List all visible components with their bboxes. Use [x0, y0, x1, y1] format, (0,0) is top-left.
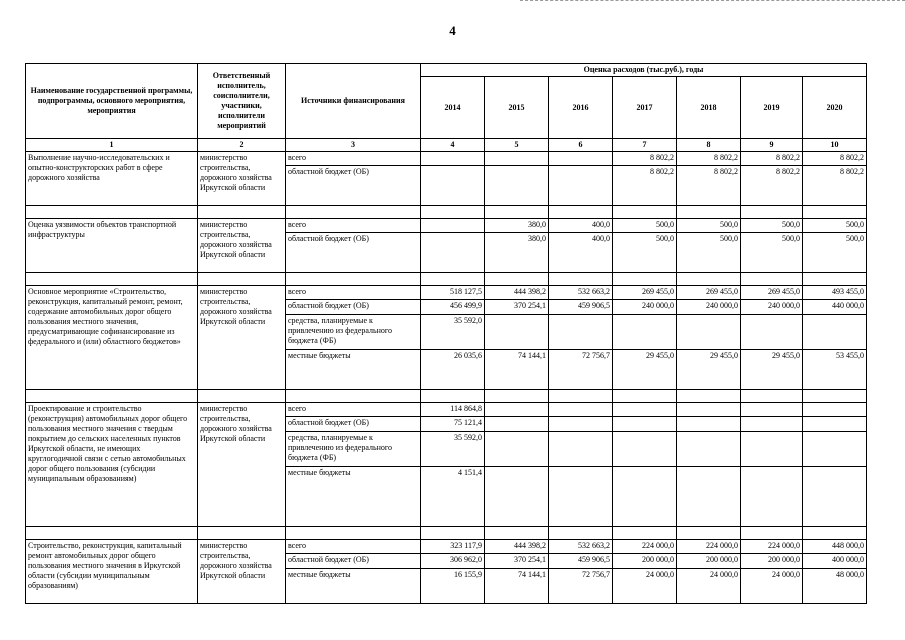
cost-value: 400,0 — [549, 219, 613, 233]
cost-value — [741, 403, 803, 417]
cost-value — [613, 403, 677, 417]
measure-executor: министерство строительства, дорожного хозяйства Иркутской области — [198, 219, 286, 273]
cost-value — [803, 403, 867, 417]
gap-cell — [677, 273, 741, 286]
cost-value — [485, 152, 549, 166]
cost-value: 500,0 — [613, 219, 677, 233]
gap-cell — [613, 527, 677, 540]
gap-cell — [741, 273, 803, 286]
cost-value: 16 155,9 — [421, 569, 485, 604]
cost-value: 35 592,0 — [421, 315, 485, 350]
cost-value — [421, 233, 485, 273]
cost-value: 4 151,4 — [421, 467, 485, 527]
cost-value: 500,0 — [741, 219, 803, 233]
cost-value: 29 455,0 — [613, 350, 677, 390]
cost-value: 500,0 — [803, 219, 867, 233]
cost-value: 8 802,2 — [741, 166, 803, 206]
cost-value: 35 592,0 — [421, 432, 485, 467]
cost-value: 24 000,0 — [677, 569, 741, 604]
gap-cell — [741, 390, 803, 403]
cost-value — [613, 315, 677, 350]
gap-cell — [286, 527, 421, 540]
gap-cell — [677, 390, 741, 403]
header-executor: Ответственный исполнитель, соисполнители, участники, исполнители мероприятий — [198, 64, 286, 139]
cost-value — [613, 432, 677, 467]
table-row — [26, 403, 867, 417]
measure-executor: министерство строительства, дорожного хозяйства Иркутской области — [198, 286, 286, 390]
cost-value: 456 499,9 — [421, 300, 485, 315]
year-header: 2020 — [803, 77, 867, 139]
gap-cell — [198, 273, 286, 286]
gap-cell — [549, 206, 613, 219]
gap-cell — [26, 206, 198, 219]
cost-value: 24 000,0 — [741, 569, 803, 604]
cost-value: 114 864,8 — [421, 403, 485, 417]
gap-cell — [198, 206, 286, 219]
row-gap — [26, 390, 867, 403]
cost-value: 8 802,2 — [803, 166, 867, 206]
year-header: 2015 — [485, 77, 549, 139]
cost-value — [485, 166, 549, 206]
page-number: 4 — [449, 23, 456, 38]
cost-value — [421, 166, 485, 206]
cost-value: 500,0 — [677, 219, 741, 233]
cost-value: 459 906,5 — [549, 300, 613, 315]
cost-value — [549, 467, 613, 527]
funding-source: средства, планируемые к привлечению из федерального бюджета (ФБ) — [286, 315, 421, 350]
column-number: 4 — [421, 139, 485, 152]
funding-source: всего — [286, 540, 421, 554]
gap-cell — [677, 206, 741, 219]
row-gap — [26, 206, 867, 219]
gap-cell — [549, 527, 613, 540]
cost-value — [803, 467, 867, 527]
cost-value — [485, 403, 549, 417]
cost-value — [549, 315, 613, 350]
cost-value: 26 035,6 — [421, 350, 485, 390]
gap-cell — [549, 273, 613, 286]
cost-value — [613, 467, 677, 527]
gap-cell — [803, 206, 867, 219]
cost-value — [677, 467, 741, 527]
funding-source: всего — [286, 219, 421, 233]
table-row — [26, 152, 867, 166]
column-number: 9 — [741, 139, 803, 152]
gap-cell — [286, 206, 421, 219]
cost-value — [803, 417, 867, 432]
funding-source: местные бюджеты — [286, 467, 421, 527]
cost-value: 72 756,7 — [549, 569, 613, 604]
measure-executor: министерство строительства, дорожного хозяйства Иркутской области — [198, 152, 286, 206]
measure-executor: министерство строительства, дорожного хозяйства Иркутской области — [198, 540, 286, 604]
cost-value: 532 663,2 — [549, 540, 613, 554]
cost-value — [549, 152, 613, 166]
funding-source: всего — [286, 403, 421, 417]
table-row — [26, 286, 867, 300]
cost-value: 269 455,0 — [741, 286, 803, 300]
header-source: Источники финансирования — [286, 64, 421, 139]
budget-table — [25, 63, 867, 604]
header-name: Наименование государственной программы, подпрограммы, основного мероприятия, мероприятия — [26, 64, 198, 139]
measure-name: Строительство, реконструкция, капитальный ремонт автомобильных дорог общего пользования местного значения в Иркутской области (субсидии муниципальным образованиям) — [26, 540, 198, 604]
cost-value: 400,0 — [549, 233, 613, 273]
year-header: 2014 — [421, 77, 485, 139]
cost-value — [421, 219, 485, 233]
cost-value — [803, 432, 867, 467]
gap-cell — [677, 527, 741, 540]
gap-cell — [421, 527, 485, 540]
row-gap — [26, 527, 867, 540]
cost-value: 306 962,0 — [421, 554, 485, 569]
table-row — [26, 219, 867, 233]
cost-value — [549, 417, 613, 432]
gap-cell — [549, 390, 613, 403]
cost-value: 440 000,0 — [803, 300, 867, 315]
cost-value: 500,0 — [677, 233, 741, 273]
funding-source: областной бюджет (ОБ) — [286, 233, 421, 273]
table-row — [26, 540, 867, 554]
gap-cell — [613, 273, 677, 286]
gap-cell — [198, 527, 286, 540]
gap-cell — [485, 273, 549, 286]
gap-cell — [286, 390, 421, 403]
cost-value: 224 000,0 — [741, 540, 803, 554]
cost-value: 400 000,0 — [803, 554, 867, 569]
cost-value — [549, 166, 613, 206]
gap-cell — [421, 273, 485, 286]
cost-value — [549, 403, 613, 417]
cost-value: 500,0 — [613, 233, 677, 273]
cost-value: 8 802,2 — [677, 152, 741, 166]
funding-source: областной бюджет (ОБ) — [286, 166, 421, 206]
gap-cell — [803, 527, 867, 540]
year-header: 2018 — [677, 77, 741, 139]
year-header: 2016 — [549, 77, 613, 139]
funding-source: местные бюджеты — [286, 569, 421, 604]
column-number: 6 — [549, 139, 613, 152]
cost-value: 72 756,7 — [549, 350, 613, 390]
cost-value — [741, 432, 803, 467]
column-number: 2 — [198, 139, 286, 152]
cost-value: 380,0 — [485, 219, 549, 233]
cost-value — [741, 315, 803, 350]
cost-value: 200 000,0 — [741, 554, 803, 569]
cost-value: 493 455,0 — [803, 286, 867, 300]
cost-value: 224 000,0 — [613, 540, 677, 554]
cost-value: 29 455,0 — [741, 350, 803, 390]
cost-value: 75 121,4 — [421, 417, 485, 432]
column-number: 8 — [677, 139, 741, 152]
gap-cell — [803, 390, 867, 403]
header-costs: Оценка расходов (тыс.руб.), годы — [421, 64, 867, 77]
cost-value — [741, 417, 803, 432]
cost-value: 444 398,2 — [485, 540, 549, 554]
cost-value — [803, 315, 867, 350]
cost-value: 240 000,0 — [677, 300, 741, 315]
measure-name: Проектирование и строительство (реконструкция) автомобильных дорог общего пользования местного значения с твердым покрытием до сельских населенных пунктов Иркутской области, не имеющих круглогодичной связи с сетью автомобильных дорог общего пользования (субсидии муниципальным образованиям) — [26, 403, 198, 527]
column-number: 3 — [286, 139, 421, 152]
cost-value — [677, 417, 741, 432]
gap-cell — [26, 527, 198, 540]
gap-cell — [421, 206, 485, 219]
gap-cell — [485, 390, 549, 403]
measure-executor: министерство строительства, дорожного хозяйства Иркутской области — [198, 403, 286, 527]
cost-value: 448 000,0 — [803, 540, 867, 554]
gap-cell — [485, 206, 549, 219]
cost-value: 500,0 — [741, 233, 803, 273]
cost-value: 8 802,2 — [613, 152, 677, 166]
cost-value: 240 000,0 — [613, 300, 677, 315]
funding-source: средства, планируемые к привлечению из федерального бюджета (ФБ) — [286, 432, 421, 467]
cost-value — [485, 315, 549, 350]
cost-value — [485, 467, 549, 527]
cost-value: 200 000,0 — [677, 554, 741, 569]
column-number: 10 — [803, 139, 867, 152]
gap-cell — [421, 390, 485, 403]
cost-value: 24 000,0 — [613, 569, 677, 604]
column-number: 1 — [26, 139, 198, 152]
gap-cell — [286, 273, 421, 286]
gap-cell — [613, 206, 677, 219]
funding-source: областной бюджет (ОБ) — [286, 300, 421, 315]
measure-name: Основное мероприятие «Строительство, реконструкция, капитальный ремонт, ремонт, содержание автомобильных дорог общего пользования местного значения, предусматривающие софинансирование из федерального и (или) областного бюджетов» — [26, 286, 198, 390]
cost-value: 532 663,2 — [549, 286, 613, 300]
cost-value: 8 802,2 — [677, 166, 741, 206]
cost-value: 459 906,5 — [549, 554, 613, 569]
row-gap — [26, 273, 867, 286]
cost-value: 224 000,0 — [677, 540, 741, 554]
measure-name: Выполнение научно-исследовательских и опытно-конструкторских работ в сфере дорожного хозяйства — [26, 152, 198, 206]
cost-value: 323 117,9 — [421, 540, 485, 554]
cost-value: 53 455,0 — [803, 350, 867, 390]
column-number: 7 — [613, 139, 677, 152]
cost-value — [613, 417, 677, 432]
funding-source: областной бюджет (ОБ) — [286, 554, 421, 569]
cost-value: 8 802,2 — [741, 152, 803, 166]
cost-value: 8 802,2 — [803, 152, 867, 166]
cost-value: 269 455,0 — [613, 286, 677, 300]
gap-cell — [485, 527, 549, 540]
cost-value — [677, 315, 741, 350]
cost-value: 269 455,0 — [677, 286, 741, 300]
cost-value: 518 127,5 — [421, 286, 485, 300]
cost-value: 500,0 — [803, 233, 867, 273]
cost-value — [485, 432, 549, 467]
cost-value: 240 000,0 — [741, 300, 803, 315]
cost-value — [421, 152, 485, 166]
cost-value: 444 398,2 — [485, 286, 549, 300]
measure-name: Оценка уязвимости объектов транспортной инфраструктуры — [26, 219, 198, 273]
gap-cell — [198, 390, 286, 403]
cost-value: 48 000,0 — [803, 569, 867, 604]
column-number: 5 — [485, 139, 549, 152]
funding-source: всего — [286, 152, 421, 166]
gap-cell — [26, 390, 198, 403]
cost-value: 29 455,0 — [677, 350, 741, 390]
gap-cell — [803, 273, 867, 286]
cost-value: 370 254,1 — [485, 554, 549, 569]
year-header: 2019 — [741, 77, 803, 139]
cost-value: 380,0 — [485, 233, 549, 273]
cost-value: 74 144,1 — [485, 569, 549, 604]
gap-cell — [741, 206, 803, 219]
cost-value: 74 144,1 — [485, 350, 549, 390]
funding-source: областной бюджет (ОБ) — [286, 417, 421, 432]
cost-value — [677, 403, 741, 417]
cost-value: 8 802,2 — [613, 166, 677, 206]
gap-cell — [26, 273, 198, 286]
cost-value — [741, 467, 803, 527]
funding-source: всего — [286, 286, 421, 300]
gap-cell — [741, 527, 803, 540]
gap-cell — [613, 390, 677, 403]
cost-value — [549, 432, 613, 467]
year-header: 2017 — [613, 77, 677, 139]
cost-value — [485, 417, 549, 432]
top-dashed-line — [520, 0, 905, 1]
cost-value: 370 254,1 — [485, 300, 549, 315]
funding-source: местные бюджеты — [286, 350, 421, 390]
cost-value — [677, 432, 741, 467]
cost-value: 200 000,0 — [613, 554, 677, 569]
